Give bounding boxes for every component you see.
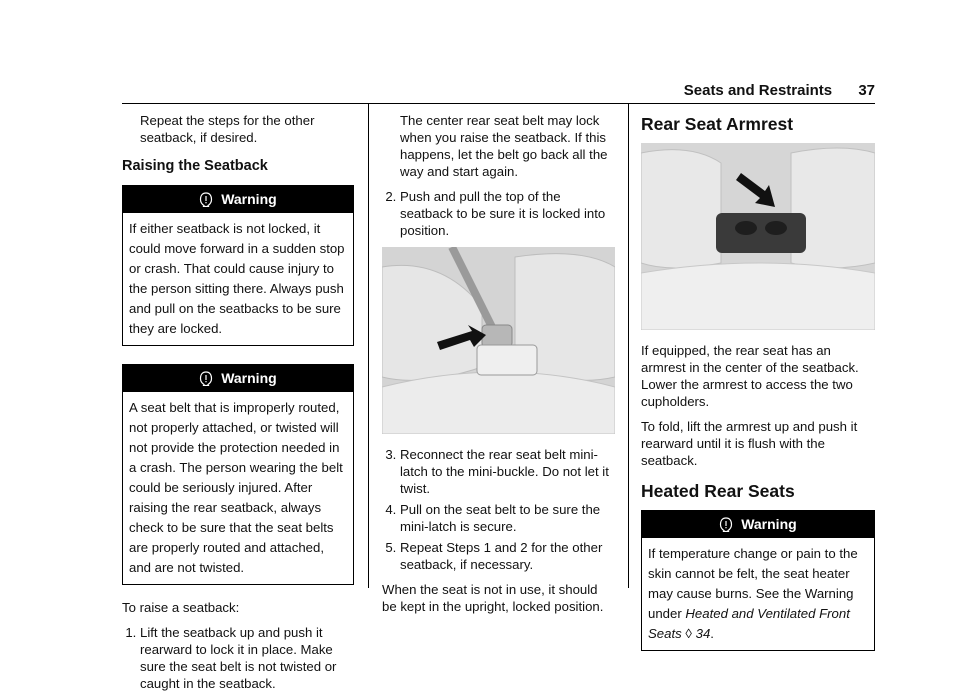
seatbelt-illustration bbox=[382, 247, 615, 434]
warning-header bbox=[123, 186, 353, 213]
list-item: 2. Push and pull the top of the seatback to be sure it is locked into position. bbox=[400, 188, 615, 239]
warning-box bbox=[122, 364, 354, 585]
paragraph: If equipped, the rear seat has an armrest in the center of the seatback. Lower the armrest to access the two cupholders. bbox=[641, 343, 859, 409]
warning-text: If either seatback is not locked, it could move forward in a sudden stop or crash. That could cause injury to the person sitting there. Always push and pull on the seatbacks to be sure they are locked. bbox=[129, 221, 345, 336]
armrest-illustration bbox=[641, 143, 875, 330]
warning-text bbox=[642, 538, 874, 650]
column-divider bbox=[628, 104, 629, 588]
page-number: 37 bbox=[858, 82, 875, 99]
warning-icon bbox=[719, 517, 733, 532]
steps-list bbox=[122, 624, 354, 692]
paragraph: Repeat the steps for the other seatback, if desired. bbox=[140, 113, 315, 145]
column-divider bbox=[368, 104, 369, 588]
list-item: 4. Pull on the seat belt to be sure the mini-latch is secure. bbox=[400, 501, 615, 535]
section-heading: Heated Rear Seats bbox=[641, 481, 795, 501]
warning-box bbox=[122, 185, 354, 346]
list-item: 3. Reconnect the rear seat belt mini-latch to the mini-buckle. Do not let it twist. bbox=[400, 446, 615, 497]
paragraph: When the seat is not in use, it should be kept in the upright, locked position. bbox=[382, 582, 604, 614]
page-header bbox=[684, 82, 875, 99]
warning-text: A seat belt that is improperly routed, not properly attached, or twisted will not provide the protection needed in a crash. The person wearing the belt could be seriously injured. After raising the rear seatback, always check to be sure that the seat belts are properly routed and attached, and are not twisted. bbox=[129, 400, 343, 575]
cross-reference-link[interactable]: Heated and Ventilated Front Seats bbox=[648, 606, 850, 641]
warning-text-end: . bbox=[710, 626, 714, 641]
warning-label: Warning bbox=[741, 516, 797, 532]
warning-text-part: If temperature change or pain to the skin cannot be felt, the seat heater may cause burns. See the Warning under bbox=[648, 546, 858, 621]
steps-list bbox=[382, 446, 615, 573]
warning-icon bbox=[199, 192, 213, 207]
list-item: 5. Repeat Steps 1 and 2 for the other seatback, if necessary. bbox=[400, 539, 615, 573]
list-item: 1. Lift the seatback up and push it rearward to lock it in place. Make sure the seat belt is not twisted or caught in the seatback. bbox=[140, 624, 354, 692]
seatbelt-latch-figure bbox=[382, 247, 615, 434]
steps-list bbox=[382, 188, 615, 239]
warning-icon bbox=[199, 371, 213, 386]
column-3 bbox=[641, 112, 875, 665]
section-heading: Rear Seat Armrest bbox=[641, 114, 794, 134]
header-rule bbox=[122, 103, 875, 104]
paragraph: To raise a seatback: bbox=[122, 600, 240, 615]
column-1 bbox=[122, 112, 354, 700]
paragraph: The center rear seat belt may lock when you raise the seatback. If this happens, let the belt go back all the way and start again. bbox=[400, 113, 608, 179]
paragraph: To fold, lift the armrest up and push it rearward until it is flush with the seatback. bbox=[641, 419, 858, 468]
warning-label: Warning bbox=[221, 370, 277, 386]
warning-header bbox=[642, 511, 874, 538]
section-heading: Raising the Seatback bbox=[122, 158, 268, 174]
warning-header bbox=[123, 365, 353, 392]
section-title: Seats and Restraints bbox=[683, 82, 833, 99]
armrest-figure bbox=[641, 143, 875, 330]
page-reference[interactable]: 34 bbox=[695, 626, 711, 641]
column-2 bbox=[382, 112, 615, 623]
warning-label: Warning bbox=[221, 191, 277, 207]
warning-box bbox=[641, 510, 875, 651]
page-ref-icon: ◊ bbox=[685, 626, 692, 641]
